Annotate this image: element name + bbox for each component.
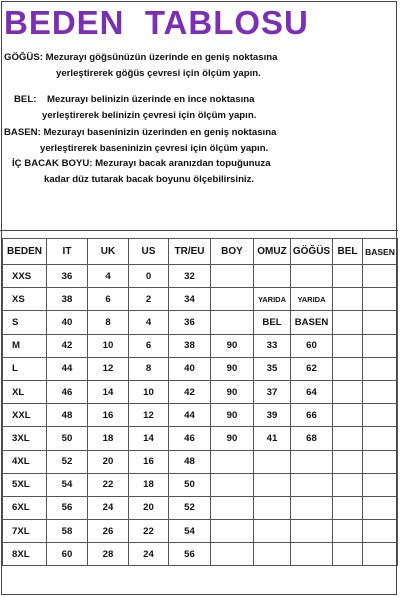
- chest-cell: [291, 473, 333, 496]
- waist-cell: [333, 357, 363, 380]
- size-cell: XL: [3, 380, 47, 403]
- hip-cell: [363, 404, 398, 427]
- uk-cell: 6: [88, 288, 129, 311]
- header-us: US: [129, 239, 169, 265]
- header-size: BEDEN: [3, 239, 47, 265]
- size-cell: 8XL: [3, 543, 47, 566]
- header-waist: BEL: [333, 239, 363, 265]
- height-cell: [211, 311, 254, 334]
- tr-eu-cell: 40: [169, 357, 211, 380]
- waist-cell: [333, 520, 363, 543]
- chest-cell: [291, 520, 333, 543]
- us-cell: 8: [129, 357, 169, 380]
- us-cell: 16: [129, 450, 169, 473]
- waist-cell: [333, 311, 363, 334]
- it-cell: 58: [47, 520, 88, 543]
- table-row: [3, 265, 398, 288]
- chest-cell: 62: [291, 357, 333, 380]
- tr-eu-cell: 42: [169, 380, 211, 403]
- waist-cell: [333, 427, 363, 450]
- waist-cell: [333, 496, 363, 519]
- us-cell: 12: [129, 404, 169, 427]
- waist-cell: [333, 404, 363, 427]
- shoulder-cell: 37: [254, 380, 291, 403]
- tr-eu-cell: 56: [169, 543, 211, 566]
- shoulder-cell: YARIDA: [254, 288, 291, 311]
- instruction-line: BASEN: Mezurayı baseninizin üzerinden en geniş noktasına: [4, 127, 277, 138]
- size-table: [2, 238, 398, 566]
- us-cell: 2: [129, 288, 169, 311]
- instruction-hip: [0, 125, 396, 156]
- chest-cell: [291, 450, 333, 473]
- instruction-line: kadar düz tutarak bacak boyunu ölçebilirsiniz.: [44, 173, 255, 185]
- height-cell: 90: [211, 334, 254, 357]
- shoulder-cell: 39: [254, 404, 291, 427]
- shoulder-cell: 35: [254, 357, 291, 380]
- uk-cell: 24: [88, 496, 129, 519]
- us-cell: 6: [129, 334, 169, 357]
- shoulder-cell: [254, 450, 291, 473]
- uk-cell: 12: [88, 357, 129, 380]
- size-cell: 3XL: [3, 427, 47, 450]
- chest-cell: BASEN: [291, 311, 333, 334]
- table-row: [3, 357, 398, 380]
- table-row: [3, 380, 398, 403]
- uk-cell: 26: [88, 520, 129, 543]
- chest-cell: [291, 496, 333, 519]
- tr-eu-cell: 36: [169, 311, 211, 334]
- table-row: [3, 473, 398, 496]
- height-cell: 90: [211, 404, 254, 427]
- size-cell: XXS: [3, 265, 47, 288]
- chest-cell: 64: [291, 380, 333, 403]
- it-cell: 50: [47, 427, 88, 450]
- us-cell: 18: [129, 473, 169, 496]
- height-cell: 90: [211, 357, 254, 380]
- height-cell: [211, 473, 254, 496]
- tr-eu-cell: 38: [169, 334, 211, 357]
- uk-cell: 8: [88, 311, 129, 334]
- instruction-line: yerleştirerek belinizin çevresi için ölçüm yapın.: [42, 109, 257, 121]
- shoulder-cell: [254, 543, 291, 566]
- height-cell: [211, 450, 254, 473]
- page-title: BEDEN TABLOSU: [4, 4, 309, 41]
- it-cell: 46: [47, 380, 88, 403]
- hip-cell: [363, 543, 398, 566]
- waist-cell: [333, 543, 363, 566]
- header-hip: BASEN: [363, 239, 398, 265]
- size-cell: 7XL: [3, 520, 47, 543]
- us-cell: 20: [129, 496, 169, 519]
- shoulder-cell: [254, 473, 291, 496]
- us-cell: 14: [129, 427, 169, 450]
- tr-eu-cell: 44: [169, 404, 211, 427]
- header-tr-eu: TR/EU: [169, 239, 211, 265]
- table-row: [3, 496, 398, 519]
- hip-cell: [363, 496, 398, 519]
- tr-eu-cell: 46: [169, 427, 211, 450]
- table-row: [3, 543, 398, 566]
- tr-eu-cell: 34: [169, 288, 211, 311]
- height-cell: 90: [211, 427, 254, 450]
- hip-cell: [363, 311, 398, 334]
- hip-cell: [363, 473, 398, 496]
- hip-cell: [363, 334, 398, 357]
- hip-cell: [363, 450, 398, 473]
- uk-cell: 16: [88, 404, 129, 427]
- chest-cell: 66: [291, 404, 333, 427]
- table-row: [3, 450, 398, 473]
- chest-cell: YARIDA: [291, 288, 333, 311]
- tr-eu-cell: 54: [169, 520, 211, 543]
- it-cell: 60: [47, 543, 88, 566]
- tr-eu-cell: 48: [169, 450, 211, 473]
- header-height: BOY: [211, 239, 254, 265]
- chest-cell: 60: [291, 334, 333, 357]
- uk-cell: 10: [88, 334, 129, 357]
- header-chest: GÖĞÜS: [291, 239, 333, 265]
- it-cell: 42: [47, 334, 88, 357]
- instruction-line: yerleştirerek göğüs çevresi için ölçüm yapın.: [56, 67, 261, 79]
- it-cell: 44: [47, 357, 88, 380]
- it-cell: 38: [47, 288, 88, 311]
- hip-cell: [363, 520, 398, 543]
- tr-eu-cell: 52: [169, 496, 211, 519]
- instruction-line: yerleştirerek baseninizin çevresi için ölçüm yapın.: [40, 142, 269, 154]
- uk-cell: 20: [88, 450, 129, 473]
- header-it: IT: [47, 239, 88, 265]
- waist-cell: [333, 450, 363, 473]
- instruction-chest: [0, 50, 396, 81]
- table-row: [3, 520, 398, 543]
- height-cell: [211, 543, 254, 566]
- shoulder-cell: [254, 520, 291, 543]
- uk-cell: 4: [88, 265, 129, 288]
- hip-cell: [363, 357, 398, 380]
- waist-cell: [333, 288, 363, 311]
- size-table-body: [3, 239, 398, 566]
- tr-eu-cell: 32: [169, 265, 211, 288]
- waist-cell: [333, 380, 363, 403]
- us-cell: 4: [129, 311, 169, 334]
- it-cell: 56: [47, 496, 88, 519]
- hip-cell: [363, 288, 398, 311]
- size-cell: 4XL: [3, 450, 47, 473]
- header-shoulder: OMUZ: [254, 239, 291, 265]
- hip-cell: [363, 427, 398, 450]
- header-uk: UK: [88, 239, 129, 265]
- chest-cell: [291, 543, 333, 566]
- size-cell: 6XL: [3, 496, 47, 519]
- us-cell: 10: [129, 380, 169, 403]
- uk-cell: 22: [88, 473, 129, 496]
- it-cell: 40: [47, 311, 88, 334]
- it-cell: 54: [47, 473, 88, 496]
- tr-eu-cell: 50: [169, 473, 211, 496]
- divider: [0, 230, 398, 231]
- size-cell: 5XL: [3, 473, 47, 496]
- table-row: [3, 311, 398, 334]
- instruction-line: GÖĞÜS: Mezurayı göğsünüzün üzerinde en geniş noktasına: [4, 52, 278, 63]
- chest-cell: 68: [291, 427, 333, 450]
- table-header-row: [3, 239, 398, 265]
- size-cell: XXL: [3, 404, 47, 427]
- size-cell: S: [3, 311, 47, 334]
- table-row: [3, 427, 398, 450]
- uk-cell: 14: [88, 380, 129, 403]
- waist-cell: [333, 265, 363, 288]
- instruction-line: İÇ BACAK BOYU: Mezurayı bacak aranızdan topuğunuza: [12, 158, 271, 169]
- size-cell: L: [3, 357, 47, 380]
- height-cell: [211, 496, 254, 519]
- shoulder-cell: 33: [254, 334, 291, 357]
- waist-cell: [333, 334, 363, 357]
- size-cell: M: [3, 334, 47, 357]
- it-cell: 48: [47, 404, 88, 427]
- table-row: [3, 334, 398, 357]
- table-row: [3, 404, 398, 427]
- us-cell: 24: [129, 543, 169, 566]
- height-cell: [211, 288, 254, 311]
- us-cell: 22: [129, 520, 169, 543]
- instruction-inseam: [0, 156, 396, 187]
- uk-cell: 18: [88, 427, 129, 450]
- shoulder-cell: [254, 265, 291, 288]
- shoulder-cell: BEL: [254, 311, 291, 334]
- us-cell: 0: [129, 265, 169, 288]
- table-row: [3, 288, 398, 311]
- instruction-line: BEL: Mezurayı belinizin üzerinde en ince noktasına: [14, 94, 255, 105]
- hip-cell: [363, 265, 398, 288]
- size-cell: XS: [3, 288, 47, 311]
- height-cell: [211, 265, 254, 288]
- instruction-waist: [0, 92, 396, 123]
- height-cell: [211, 520, 254, 543]
- it-cell: 36: [47, 265, 88, 288]
- it-cell: 52: [47, 450, 88, 473]
- chest-cell: [291, 265, 333, 288]
- uk-cell: 28: [88, 543, 129, 566]
- shoulder-cell: 41: [254, 427, 291, 450]
- waist-cell: [333, 473, 363, 496]
- shoulder-cell: [254, 496, 291, 519]
- height-cell: 90: [211, 380, 254, 403]
- hip-cell: [363, 380, 398, 403]
